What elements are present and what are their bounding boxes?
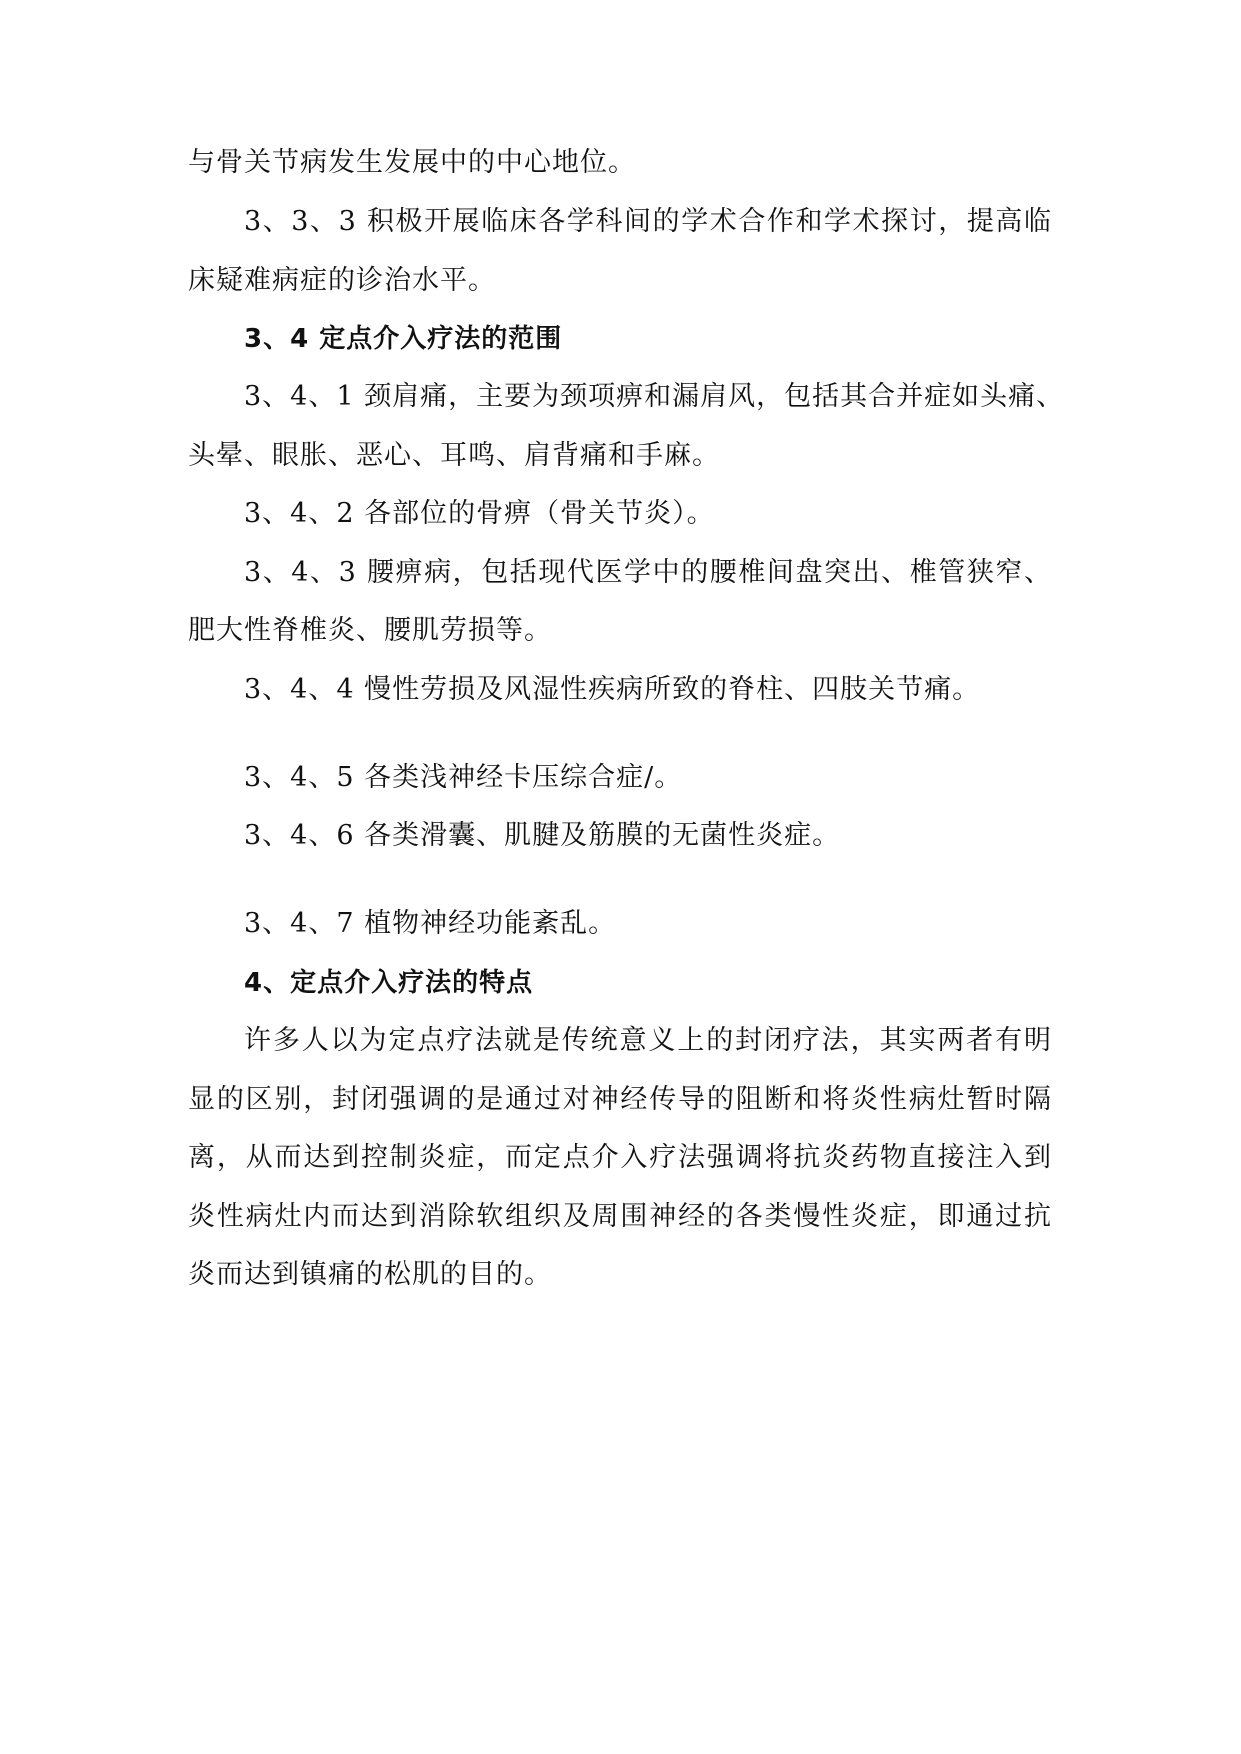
paragraph-line-continuation: 与骨关节病发生发展中的中心地位。	[188, 147, 636, 178]
paragraph-3-3-3-line-1: 3、3、3 积极开展临床各学科间的学术合作和学术探讨，提高临	[244, 206, 1052, 237]
paragraph-4-line-5: 炎而达到镇痛的松肌的目的。	[188, 1259, 552, 1290]
paragraph-3-4-7: 3、4、7 植物神经功能紊乱。	[244, 908, 617, 939]
paragraph-3-4-4: 3、4、4 慢性劳损及风湿性疾病所致的脊柱、四肢关节痛。	[244, 674, 981, 705]
paragraph-3-3-3-line-2: 床疑难病症的诊治水平。	[188, 265, 496, 296]
paragraph-3-4-1-line-1: 3、4、1 颈肩痛，主要为颈项痹和漏肩风，包括其合并症如头痛、	[244, 381, 1065, 412]
paragraph-4-line-3: 离，从而达到控制炎症，而定点介入疗法强调将抗炎药物直接注入到	[188, 1142, 1052, 1173]
paragraph-4-line-2: 显的区别，封闭强调的是通过对神经传导的阻断和将炎性病灶暂时隔	[188, 1084, 1052, 1115]
section-heading-4: 4、定点介入疗法的特点	[244, 968, 534, 998]
paragraph-4-line-4: 炎性病灶内而达到消除软组织及周围神经的各类慢性炎症，即通过抗	[188, 1201, 1052, 1232]
paragraph-3-4-3-line-1: 3、4、3 腰痹病，包括现代医学中的腰椎间盘突出、椎管狭窄、	[244, 557, 1052, 588]
paragraph-3-4-2: 3、4、2 各部位的骨痹（骨关节炎）。	[244, 498, 715, 529]
paragraph-3-4-1-line-2: 头晕、眼胀、恶心、耳鸣、肩背痛和手麻。	[188, 440, 720, 471]
paragraph-3-4-5: 3、4、5 各类浅神经卡压综合症/。	[244, 762, 683, 793]
section-heading-3-4: 3、4 定点介入疗法的范围	[244, 324, 563, 354]
paragraph-3-4-3-line-2: 肥大性脊椎炎、腰肌劳损等。	[188, 615, 552, 646]
paragraph-3-4-6: 3、4、6 各类滑囊、肌腱及筋膜的无菌性炎症。	[244, 820, 841, 851]
paragraph-4-line-1: 许多人以为定点疗法就是传统意义上的封闭疗法，其实两者有明	[244, 1025, 1052, 1056]
